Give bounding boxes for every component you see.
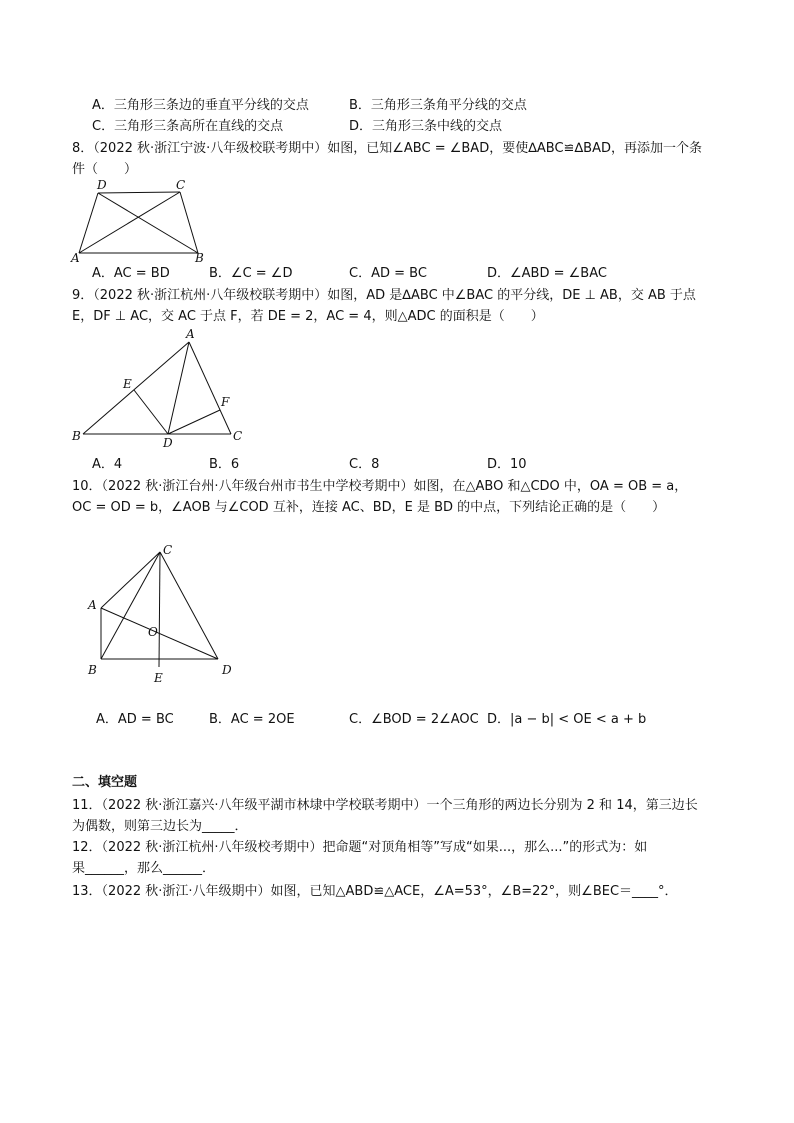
q11-stem-line1: 11．（2022 秋·浙江嘉兴·八年级平湖市林埭中学校联考期中）一个三角形的两边长分别为 2 和 14，第三边长 — [72, 798, 698, 813]
q7-option-a: A．三角形三条边的垂直平分线的交点 — [92, 98, 309, 113]
q10-label-e: E — [154, 671, 163, 685]
q8-option-c: C．AD = BC — [349, 266, 427, 281]
q9-label-a: A — [186, 328, 195, 341]
q12-stem-line1: 12．（2022 秋·浙江杭州·八年级校考期中）把命题“对顶角相等”写成“如果...，那么...”的形式为：如 — [72, 840, 648, 855]
q7-option-b: B．三角形三条角平分线的交点 — [349, 98, 527, 113]
q8-segment-da — [79, 193, 98, 253]
q8-option-d: D．∠ABD = ∠BAC — [487, 266, 607, 281]
q9-label-f: F — [221, 395, 230, 409]
q13-stem-line1: 13．（2022 秋·浙江·八年级期中）如图，已知△ABD≌△ACE，∠A=53°，∠B=22°，则∠BEC＝____°． — [72, 884, 678, 899]
q9-label-d: D — [163, 436, 173, 450]
q10-label-b: B — [88, 663, 97, 677]
q10-stem-line2: OC = OD = b，∠AOB 与∠COD 互补，连接 AC、BD，E 是 BD 的中点，下列结论正确的是（ ） — [72, 500, 666, 515]
q10-label-d: D — [222, 663, 232, 677]
q10-segment-ac — [101, 552, 160, 608]
q8-option-a: A．AC = BD — [92, 266, 170, 281]
q9-option-c: C．8 — [349, 457, 380, 472]
q10-label-a: A — [88, 598, 97, 612]
q8-option-b: B．∠C = ∠D — [209, 266, 293, 281]
q12-stem-line2: 果______，那么______． — [72, 861, 216, 876]
q10-option-b: B．AC = 2OE — [209, 712, 295, 727]
q10-segment-co — [159, 552, 160, 667]
q11-stem-line2: 为偶数，则第三边长为_____． — [72, 819, 248, 834]
q8-label-c: C — [176, 178, 186, 192]
q10-option-d: D．|a − b| < OE < a + b — [487, 712, 647, 727]
q9-segment-ab — [83, 342, 189, 434]
q9-stem-line1: 9．（2022 秋·浙江杭州·八年级校联考期中）如图，AD 是∆ABC 中∠BAC 的平分线，DE ⊥ AB，交 AB 于点 — [72, 288, 696, 303]
q10-label-c: C — [163, 543, 173, 557]
q10-stem-line1: 10．（2022 秋·浙江台州·八年级台州市书生中学校考期中）如图，在△ABO 和△CDO 中，OA = OB = a， — [72, 479, 688, 494]
q8-figure — [68, 178, 218, 266]
q10-segment-cd — [160, 552, 218, 659]
q9-segment-de — [134, 390, 168, 434]
q10-segment-cb — [101, 552, 160, 659]
q10-figure — [84, 538, 244, 688]
q9-figure — [68, 328, 258, 450]
q8-segment-dc — [98, 192, 180, 193]
q9-option-a: A．4 — [92, 457, 123, 472]
q8-label-b: B — [195, 251, 204, 265]
q9-label-e: E — [123, 377, 132, 391]
q8-stem-line1: 8．（2022 秋·浙江宁波·八年级校联考期中）如图，已知∠ABC = ∠BAD，要使∆ABC≌∆BAD，再添加一个条 — [72, 141, 702, 156]
q10-option-a: A．AD = BC — [96, 712, 174, 727]
q7-option-c: C．三角形三条高所在直线的交点 — [92, 119, 284, 134]
q9-label-c: C — [233, 429, 243, 443]
q9-label-b: B — [72, 429, 81, 443]
q9-segment-ac — [189, 342, 231, 434]
q8-label-a: A — [71, 251, 80, 265]
q7-option-d: D．三角形三条中线的交点 — [349, 119, 503, 134]
q9-stem-line2: E，DF ⊥ AC，交 AC 于点 F，若 DE = 2，AC = 4，则△ADC 的面积是（ ） — [72, 309, 544, 324]
q9-option-b: B．6 — [209, 457, 240, 472]
q8-label-d: D — [97, 178, 107, 192]
section-fill-blank-title: 二、填空题 — [72, 775, 138, 790]
q8-stem-line2: 件（ ） — [72, 162, 138, 177]
q9-segment-ad — [168, 342, 189, 434]
q9-segment-df — [168, 410, 220, 434]
q10-label-o: O — [148, 625, 158, 639]
q9-option-d: D．10 — [487, 457, 527, 472]
q10-option-c: C．∠BOD = 2∠AOC — [349, 712, 479, 727]
q8-segment-ac — [79, 192, 180, 253]
